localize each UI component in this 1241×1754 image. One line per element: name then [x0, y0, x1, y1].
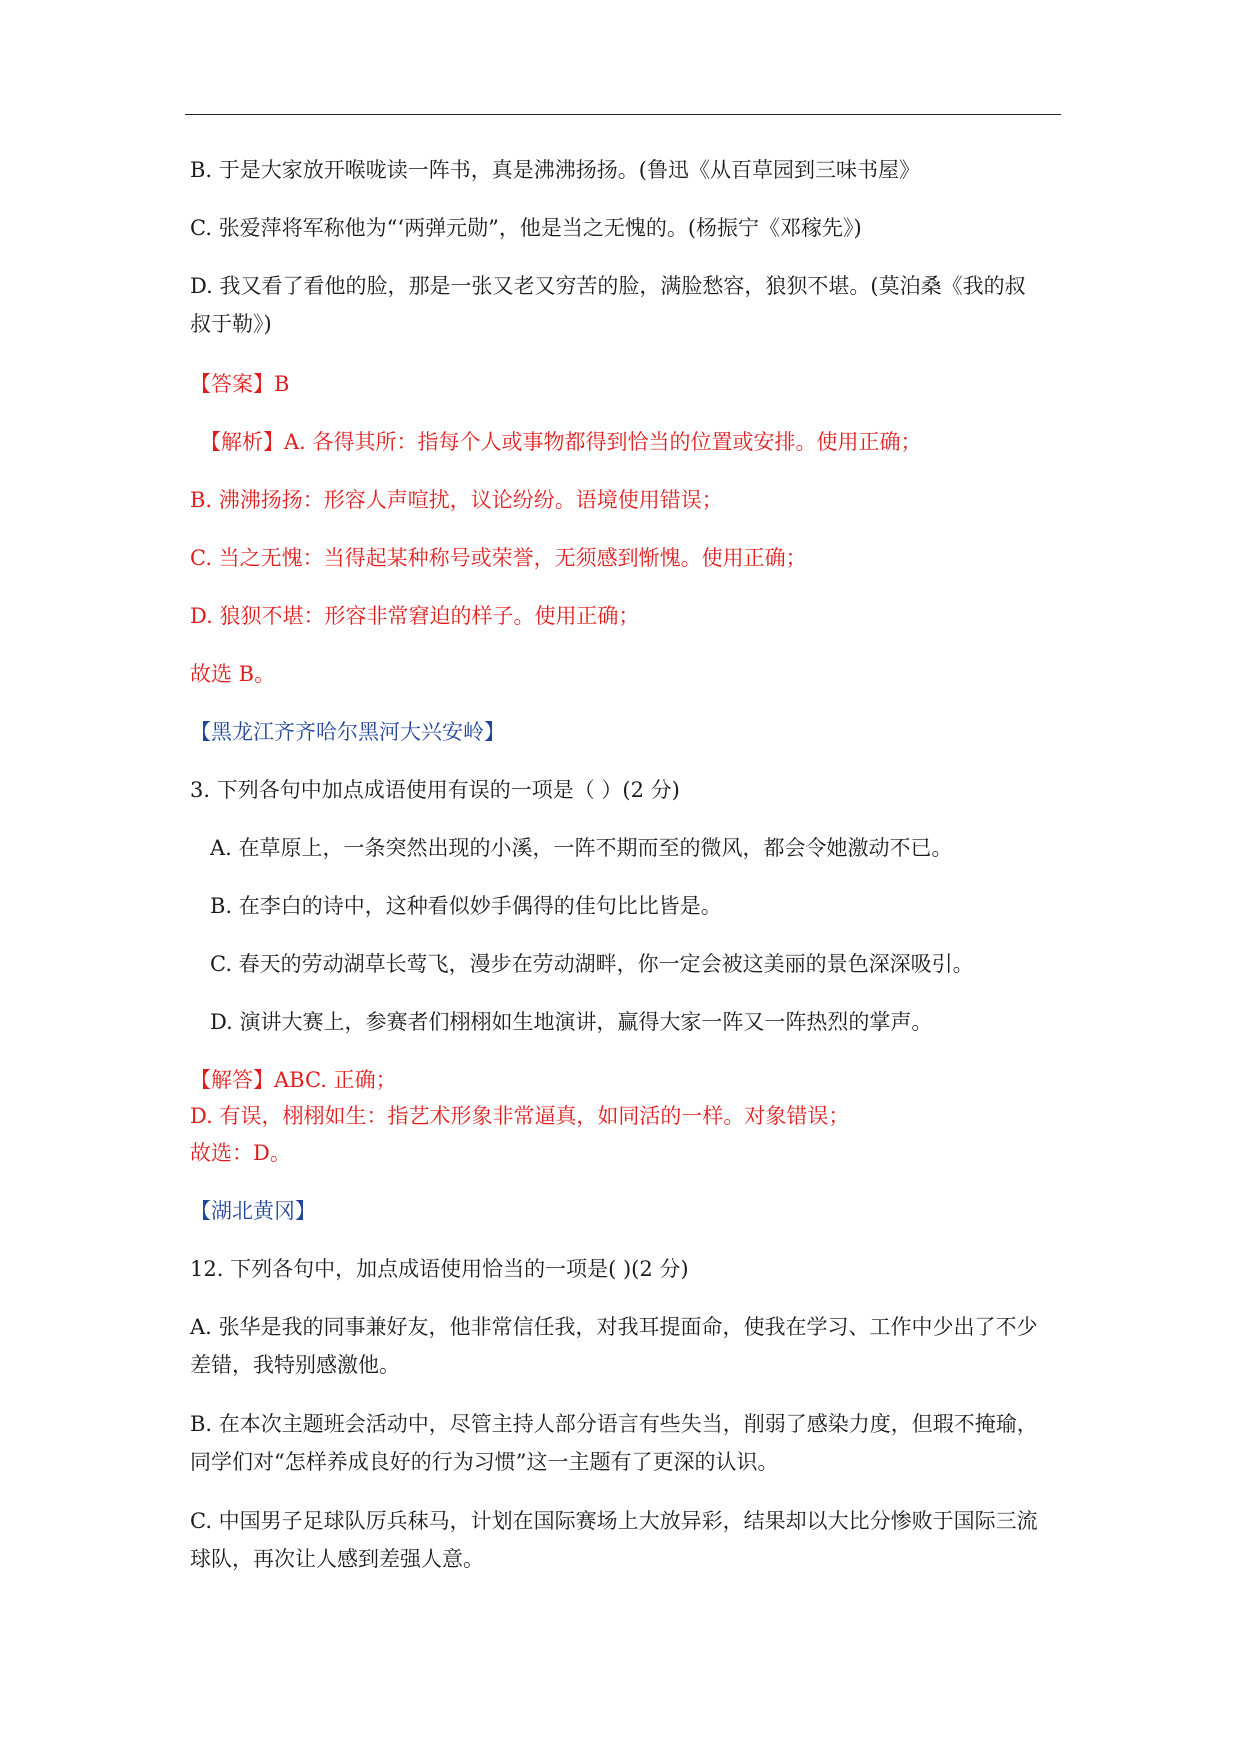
solution-line: D. 有误，栩栩如生：指艺术形象非常逼真，如同活的一样。对象错误； — [190, 1104, 850, 1128]
question-3-stem: 3. 下列各句中加点成语使用有误的一项是（ ）(2 分) — [190, 778, 680, 802]
explanation-line: 【解析】A. 各得其所：指每个人或事物都得到恰当的位置或安排。使用正确； — [200, 430, 922, 454]
solution-line: 【解答】ABC. 正确； — [190, 1068, 397, 1092]
explanation-line: C. 当之无愧：当得起某种称号或荣誉，无须感到惭愧。使用正确； — [190, 546, 807, 570]
question-12-option-c-line1: C. 中国男子足球队厉兵秣马，计划在国际赛场上大放异彩，结果却以大比分惨败于国际三流 — [190, 1509, 1038, 1533]
option-d-text-line2: 叔于勒》) — [190, 312, 272, 336]
question-3-option-d: D. 演讲大赛上，参赛者们栩栩如生地演讲，赢得大家一阵又一阵热烈的掌声。 — [210, 1010, 933, 1034]
region-heading-huanggang: 【湖北黄冈】 — [190, 1199, 316, 1223]
option-b-text: B. 于是大家放开喉咙读一阵书，真是沸沸扬扬。(鲁迅《从百草园到三味书屋》 — [190, 158, 920, 182]
question-12-option-a-line1: A. 张华是我的同事兼好友，他非常信任我，对我耳提面命，使我在学习、工作中少出了不少 — [190, 1315, 1038, 1339]
question-12-option-a-line2: 差错，我特别感激他。 — [190, 1353, 400, 1377]
solution-line: 故选：D。 — [190, 1141, 291, 1165]
question-12-option-b-line2: 同学们对“怎样养成良好的行为习惯”这一主题有了更深的认识。 — [190, 1450, 779, 1474]
option-d-text-line1: D. 我又看了看他的脸，那是一张又老又穷苦的脸，满脸愁容，狼狈不堪。(莫泊桑《我的叔 — [190, 274, 1026, 298]
answer-label: 【答案】B — [190, 372, 290, 396]
question-3-option-a: A. 在草原上，一条突然出现的小溪，一阵不期而至的微风，都会令她激动不已。 — [210, 836, 953, 860]
region-heading-heilongjiang: 【黑龙江齐齐哈尔黑河大兴安岭】 — [190, 720, 505, 744]
header-rule — [185, 114, 1061, 115]
question-12-stem: 12. 下列各句中，加点成语使用恰当的一项是( )(2 分) — [190, 1257, 689, 1281]
question-3-option-c: C. 春天的劳动湖草长莺飞，漫步在劳动湖畔，你一定会被这美丽的景色深深吸引。 — [210, 952, 974, 976]
explanation-conclusion: 故选 B。 — [190, 662, 276, 686]
question-12-option-c-line2: 球队，再次让人感到差强人意。 — [190, 1547, 484, 1571]
explanation-line: B. 沸沸扬扬：形容人声喧扰，议论纷纷。语境使用错误； — [190, 488, 723, 512]
question-3-option-b: B. 在李白的诗中，这种看似妙手偶得的佳句比比皆是。 — [210, 894, 722, 918]
option-c-text: C. 张爱萍将军称他为“‘两弹元勋”，他是当之无愧的。(杨振宁《邓稼先》) — [190, 216, 862, 240]
explanation-line: D. 狼狈不堪：形容非常窘迫的样子。使用正确； — [190, 604, 640, 628]
question-12-option-b-line1: B. 在本次主题班会活动中，尽管主持人部分语言有些失当，削弱了感染力度，但瑕不掩瑜， — [190, 1412, 1038, 1436]
